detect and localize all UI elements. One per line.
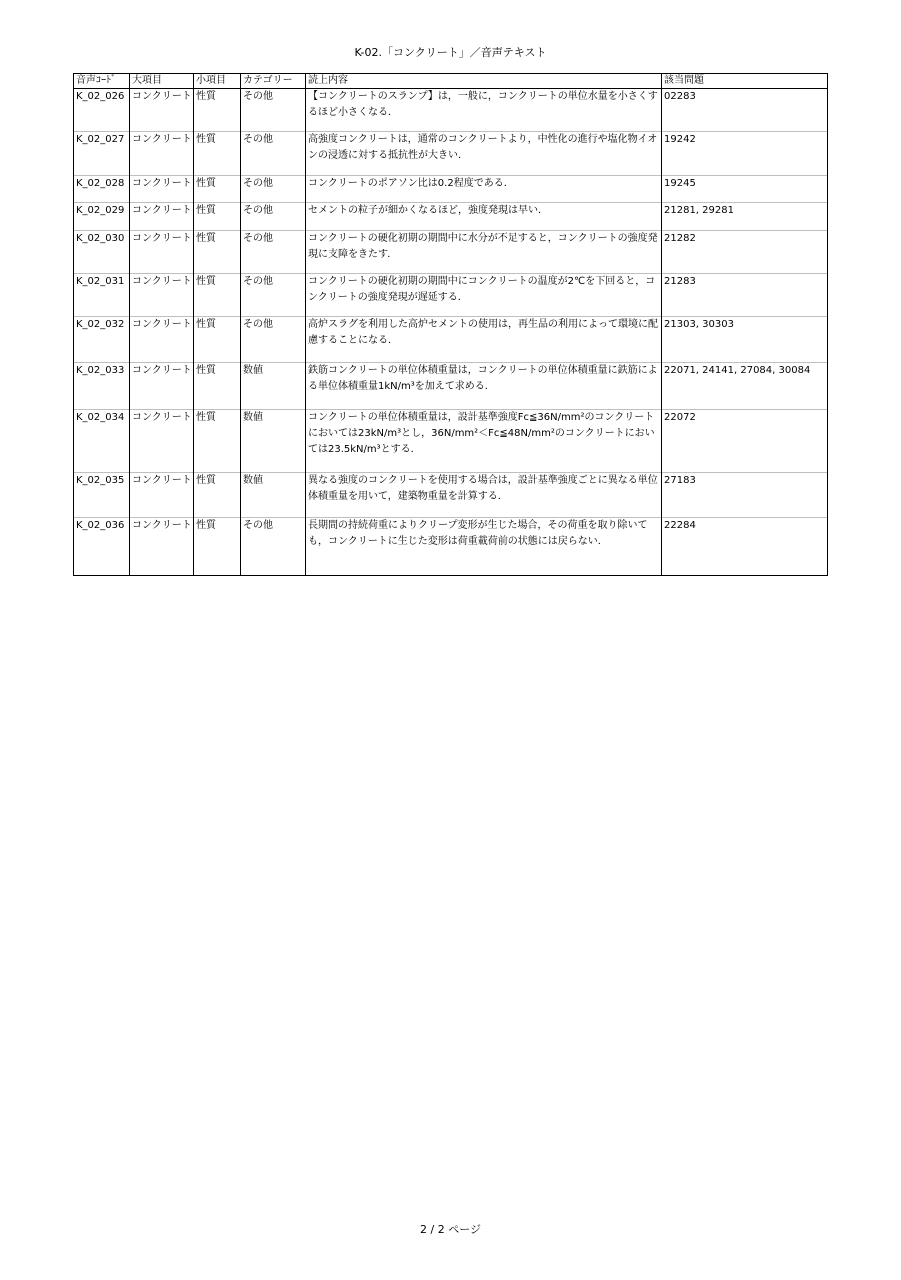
cell-major: コンクリート — [130, 176, 194, 203]
cell-code: K_02_027 — [74, 132, 130, 176]
header-minor-item: 小項目 — [194, 74, 241, 89]
cell-code: K_02_034 — [74, 410, 130, 473]
header-voice-code: 音声ｺｰﾄﾞ — [74, 74, 130, 89]
cell-minor: 性質 — [194, 317, 241, 363]
header-read-content: 読上内容 — [306, 74, 662, 89]
cell-major: コンクリート — [130, 317, 194, 363]
cell-category: その他 — [241, 317, 306, 363]
cell-problems: 21283 — [662, 274, 828, 317]
cell-code: K_02_035 — [74, 473, 130, 518]
cell-category: 数値 — [241, 473, 306, 518]
cell-minor: 性質 — [194, 363, 241, 410]
table-row — [74, 274, 828, 317]
cell-text: 異なる強度のコンクリートを使用する場合は，設計基準強度ごとに異なる単位体積重量を用いて，建築物重量を計算する． — [306, 473, 662, 518]
table-row — [74, 231, 828, 274]
table-row — [74, 518, 828, 576]
cell-text: コンクリートの単位体積重量は，設計基準強度Fc≦36N/mm²のコンクリートにおいては23kN/m³とし，36N/mm²＜Fc≦48N/mm²のコンクリートにおいては23.5kN/m³とする． — [306, 410, 662, 473]
cell-category: その他 — [241, 203, 306, 231]
cell-category: その他 — [241, 89, 306, 132]
cell-major: コンクリート — [130, 473, 194, 518]
cell-text: 【コンクリートのスランプ】は，一般に，コンクリートの単位水量を小さくするほど小さくなる． — [306, 89, 662, 132]
cell-code: K_02_026 — [74, 89, 130, 132]
cell-major: コンクリート — [130, 410, 194, 473]
cell-major: コンクリート — [130, 89, 194, 132]
table-row — [74, 203, 828, 231]
cell-minor: 性質 — [194, 203, 241, 231]
cell-minor: 性質 — [194, 473, 241, 518]
table-row — [74, 89, 828, 132]
cell-text: 鉄筋コンクリートの単位体積重量は，コンクリートの単位体積重量に鉄筋による単位体積重量1kN/m³を加えて求める． — [306, 363, 662, 410]
cell-code: K_02_032 — [74, 317, 130, 363]
cell-major: コンクリート — [130, 231, 194, 274]
cell-problems: 19242 — [662, 132, 828, 176]
cell-problems: 22071, 24141, 27084, 30084 — [662, 363, 828, 410]
cell-problems: 02283 — [662, 89, 828, 132]
page-title: K-02.「コンクリート」／音声テキスト — [354, 46, 547, 59]
cell-minor: 性質 — [194, 274, 241, 317]
cell-code: K_02_028 — [74, 176, 130, 203]
cell-minor: 性質 — [194, 89, 241, 132]
cell-problems: 27183 — [662, 473, 828, 518]
cell-code: K_02_030 — [74, 231, 130, 274]
cell-major: コンクリート — [130, 363, 194, 410]
cell-minor: 性質 — [194, 231, 241, 274]
cell-code: K_02_033 — [74, 363, 130, 410]
cell-text: コンクリートの硬化初期の期間中にコンクリートの温度が2℃を下回ると，コンクリートの強度発現が遅延する． — [306, 274, 662, 317]
table-header-row — [74, 74, 828, 89]
table-row — [74, 132, 828, 176]
header-major-item: 大項目 — [130, 74, 194, 89]
cell-category: その他 — [241, 518, 306, 576]
header-category: カテゴリー — [241, 74, 306, 89]
cell-category: その他 — [241, 132, 306, 176]
cell-category: 数値 — [241, 410, 306, 473]
cell-category: その他 — [241, 231, 306, 274]
cell-category: その他 — [241, 176, 306, 203]
cell-text: 高強度コンクリートは，通常のコンクリートより，中性化の進行や塩化物イオンの浸透に対する抵抗性が大きい． — [306, 132, 662, 176]
cell-minor: 性質 — [194, 410, 241, 473]
cell-major: コンクリート — [130, 274, 194, 317]
header-related-problems: 該当問題 — [662, 74, 828, 89]
table-row — [74, 176, 828, 203]
cell-category: その他 — [241, 274, 306, 317]
cell-minor: 性質 — [194, 176, 241, 203]
cell-major: コンクリート — [130, 132, 194, 176]
table-row — [74, 473, 828, 518]
cell-code: K_02_029 — [74, 203, 130, 231]
table-row — [74, 317, 828, 363]
cell-problems: 22284 — [662, 518, 828, 576]
voice-text-table — [73, 73, 828, 576]
cell-major: コンクリート — [130, 518, 194, 576]
cell-problems: 21282 — [662, 231, 828, 274]
cell-category: 数値 — [241, 363, 306, 410]
cell-text: コンクリートのポアソン比は0.2程度である． — [306, 176, 662, 203]
cell-text: 長期間の持続荷重によりクリープ変形が生じた場合，その荷重を取り除いても，コンクリートに生じた変形は荷重載荷前の状態には戻らない． — [306, 518, 662, 576]
cell-major: コンクリート — [130, 203, 194, 231]
cell-text: 高炉スラグを利用した高炉セメントの使用は，再生品の利用によって環境に配慮することになる． — [306, 317, 662, 363]
cell-problems: 22072 — [662, 410, 828, 473]
cell-minor: 性質 — [194, 518, 241, 576]
cell-problems: 19245 — [662, 176, 828, 203]
cell-code: K_02_036 — [74, 518, 130, 576]
cell-code: K_02_031 — [74, 274, 130, 317]
cell-problems: 21281, 29281 — [662, 203, 828, 231]
cell-minor: 性質 — [194, 132, 241, 176]
cell-text: コンクリートの硬化初期の期間中に水分が不足すると，コンクリートの強度発現に支障をきたす． — [306, 231, 662, 274]
table-row — [74, 410, 828, 473]
page-footer: 2 / 2 ページ — [420, 1223, 481, 1236]
cell-text: セメントの粒子が細かくなるほど，強度発現は早い． — [306, 203, 662, 231]
table-row — [74, 363, 828, 410]
cell-problems: 21303, 30303 — [662, 317, 828, 363]
